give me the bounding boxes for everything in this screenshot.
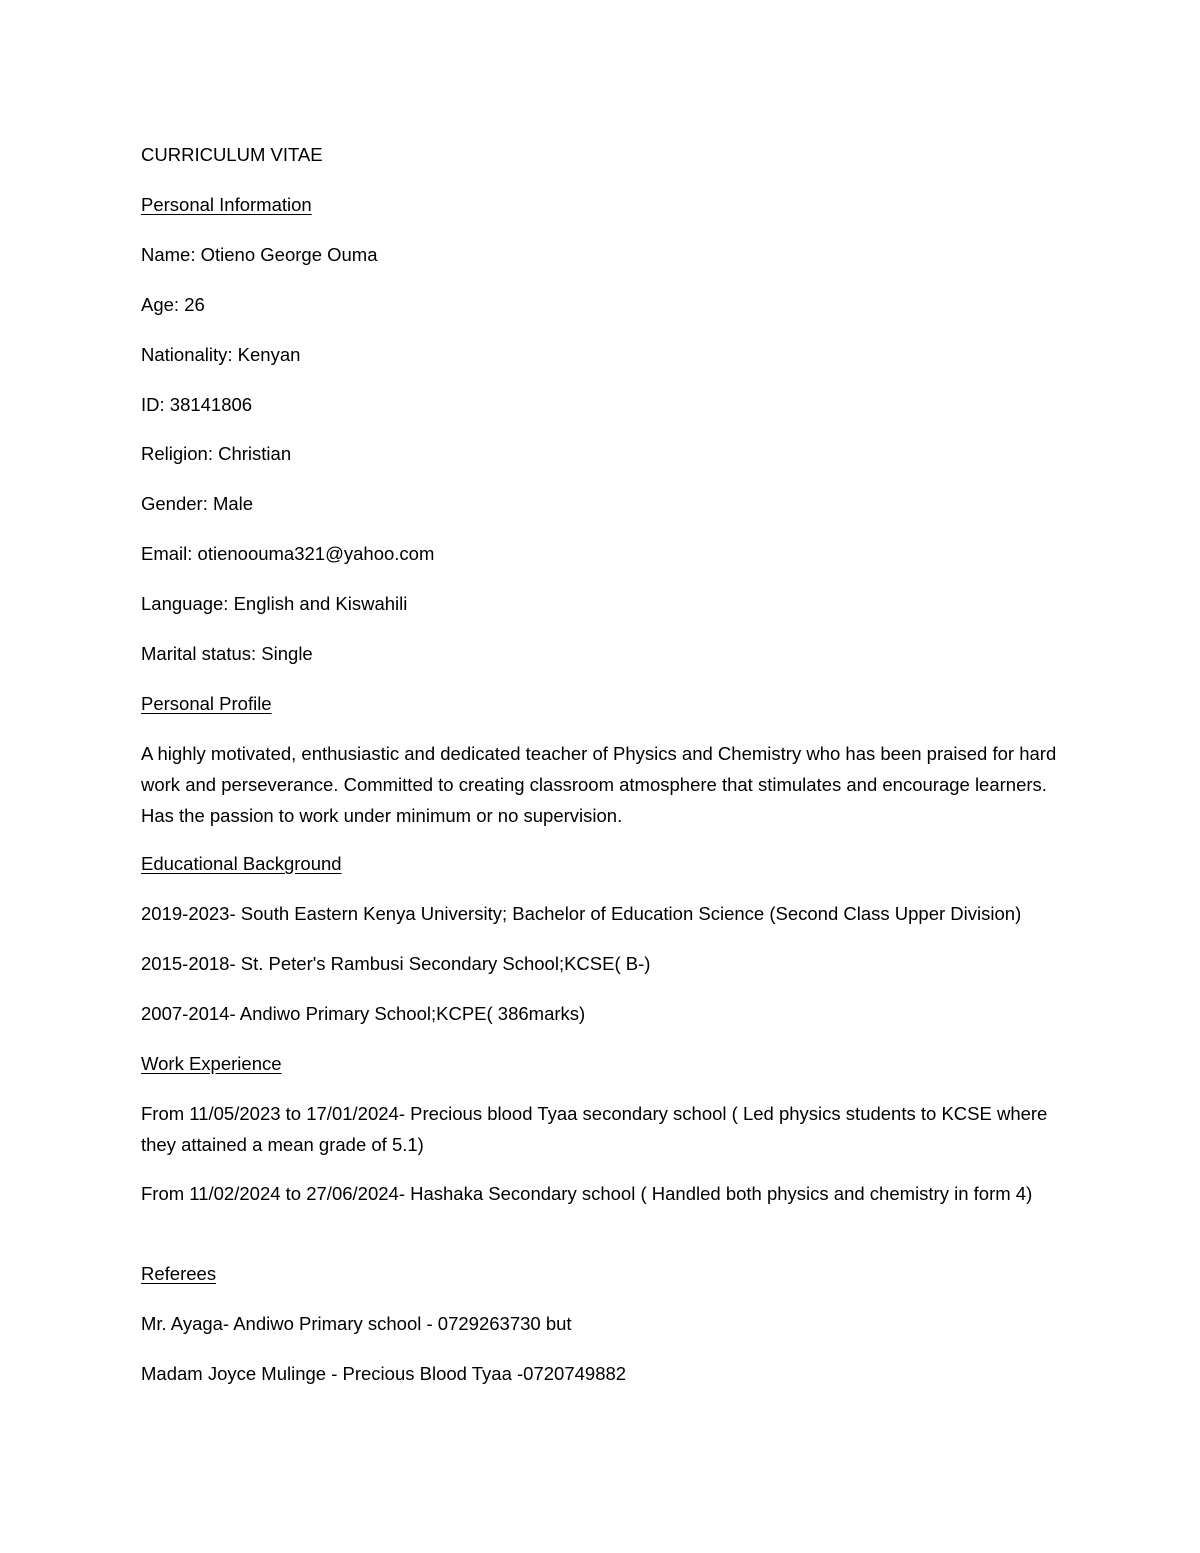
document-title: CURRICULUM VITAE xyxy=(141,144,323,165)
personal-profile-text: A highly motivated, enthusiastic and dedicated teacher of Physics and Chemistry who has been praised for hard work and perseverance. Committed to creating classroom atmosphere that stimulates and encourage learners. Has the passion to work under minimum or no supervision. xyxy=(141,743,1057,826)
referee-item: Madam Joyce Mulinge - Precious Blood Tyaa -0720749882 xyxy=(141,1363,627,1384)
personal-profile-heading: Personal Profile xyxy=(141,693,272,714)
gender-field: Gender: Male xyxy=(141,493,254,514)
nationality-field: Nationality: Kenyan xyxy=(141,344,301,365)
education-item: 2015-2018- St. Peter's Rambusi Secondary School;KCSE( B-) xyxy=(141,953,651,974)
language-field: Language: English and Kiswahili xyxy=(141,593,408,614)
referee-item: Mr. Ayaga- Andiwo Primary school - 0729263730 but xyxy=(141,1313,572,1334)
age-field: Age: 26 xyxy=(141,294,205,315)
referees-heading: Referees xyxy=(141,1263,217,1284)
religion-field: Religion: Christian xyxy=(141,443,292,464)
education-item: 2007-2014- Andiwo Primary School;KCPE( 386marks) xyxy=(141,1003,586,1024)
work-experience-item: From 11/05/2023 to 17/01/2024- Precious blood Tyaa secondary school ( Led physics students to KCSE where they attained a mean grade of 5.1) xyxy=(141,1103,1048,1155)
education-item: 2019-2023- South Eastern Kenya University; Bachelor of Education Science (Second Class Upper Division) xyxy=(141,903,1022,924)
name-field: Name: Otieno George Ouma xyxy=(141,244,378,265)
id-field: ID: 38141806 xyxy=(141,394,253,415)
email-field: Email: otienoouma321@yahoo.com xyxy=(141,543,435,564)
work-experience-item: From 11/02/2024 to 27/06/2024- Hashaka Secondary school ( Handled both physics and chemistry in form 4) xyxy=(141,1183,1033,1204)
personal-information-heading: Personal Information xyxy=(141,194,312,215)
educational-background-heading: Educational Background xyxy=(141,853,342,874)
marital-status-field: Marital status: Single xyxy=(141,643,313,664)
work-experience-heading: Work Experience xyxy=(141,1053,282,1074)
